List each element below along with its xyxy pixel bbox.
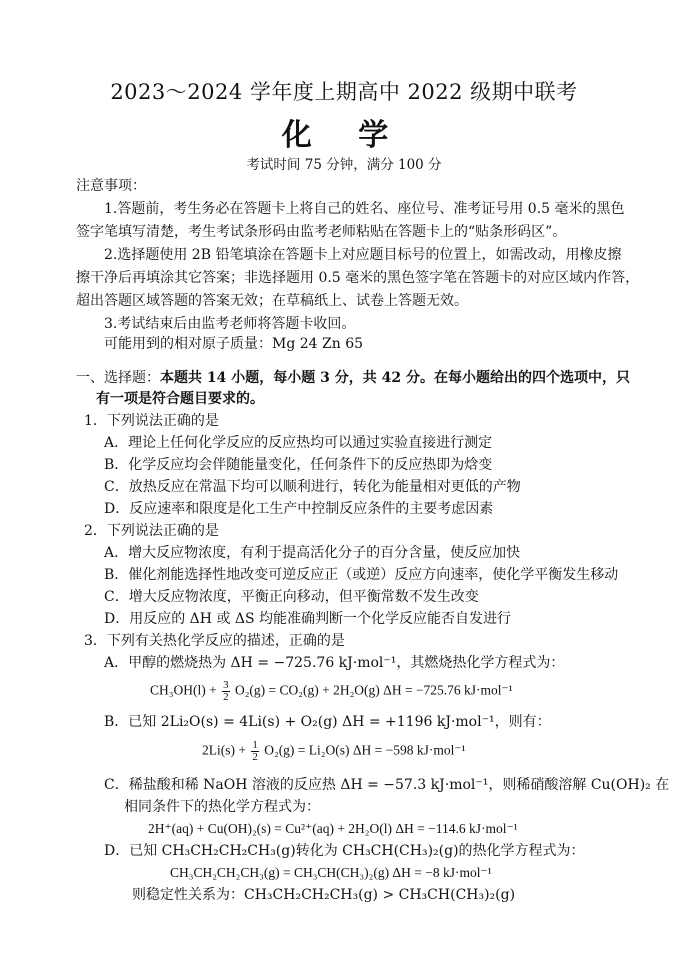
q3-option-c-text-2: 相同条件下的热化学方程式为： [124, 799, 320, 815]
q3-option-a-equation [150, 680, 513, 703]
frac-denominator: 2 [223, 691, 229, 703]
atomic-mass-line: 可能用到的相对原子质量：Mg 24 Zn 65 [104, 336, 364, 352]
q2-option-b: B．催化剂能选择性地改变可逆反应正（或逆）反应方向速率，使化学平衡发生移动 [104, 567, 619, 583]
q2-option-d: D．用反应的 ΔH 或 ΔS 均能准确判断一个化学反应能否自发进行 [104, 611, 512, 627]
fraction-one-half [251, 740, 259, 763]
q3-option-d-equation: CH₃CH₂CH₂CH₃(g) = CH₃CH(CH₃)₂(g) ΔH = −8 kJ·mol⁻¹ [170, 865, 492, 880]
q3-option-d-text: D．已知 CH₃CH₂CH₂CH₃(g)转化为 CH₃CH(CH₃)₂(g)的热化学方程式为： [104, 843, 585, 859]
note-line-3: 2.选择题使用 2B 铅笔填涂在答题卡上对应题目标号的位置上，如需改动，用橡皮擦 [104, 247, 622, 263]
q3-b-eq-right: O₂(g) = Li₂O(s) ΔH = −598 kJ·mol⁻¹ [264, 742, 466, 758]
q3-b-eq-left: 2Li(s) + [202, 742, 246, 758]
section1-line2: 有一项是符合题目要求的。 [96, 391, 264, 407]
q2-stem: 2．下列说法正确的是 [84, 523, 219, 539]
note-line-4: 擦干净后再填涂其它答案；非选择题用 0.5 毫米的黑色签字笔在答题卡的对应区域内作答， [76, 270, 640, 286]
q1-option-c: C．放热反应在常温下均可以顺利进行，转化为能量相对更低的产物 [104, 479, 521, 495]
q3-option-a-text: A．甲醇的燃烧热为 ΔH = −725.76 kJ·mol⁻¹，其燃烧热化学方程式为： [104, 655, 565, 671]
note-line-2: 签字笔填写清楚，考生考试条形码由监考老师粘贴在答题卡上的“贴条形码区”。 [76, 224, 567, 240]
q3-option-d-tail: 则稳定性关系为：CH₃CH₂CH₂CH₃(g) > CH₃CH(CH₃)₂(g) [132, 887, 516, 903]
notes-heading: 注意事项： [76, 178, 146, 194]
section1-prefix: 一、选择题： [76, 370, 160, 386]
frac-numerator: 3 [223, 679, 229, 691]
q3-a-eq-right: O₂(g) = CO₂(g) + 2H₂O(g) ΔH = −725.76 kJ·mol⁻¹ [234, 682, 513, 698]
exam-title: 2023～2024 学年度上期高中 2022 级期中联考 [110, 80, 578, 104]
q3-option-c-text-1: C．稀盐酸和稀 NaOH 溶液的反应热 ΔH = −57.3 kJ·mol⁻¹，则稀硝酸溶解 Cu(OH)₂ 在 [104, 777, 670, 793]
frac-numerator: 1 [252, 739, 258, 751]
q3-option-b-text: B．已知 2Li₂O(s) = 4Li(s) + O₂(g) ΔH = +1196 kJ·mol⁻¹，则有： [104, 714, 551, 730]
exam-time-info: 考试时间 75 分钟，满分 100 分 [246, 157, 442, 173]
q2-option-c: C．增大反应物浓度，平衡正向移动，但平衡常数不发生改变 [104, 589, 479, 605]
q1-option-b: B．化学反应均会伴随能量变化，任何条件下的反应热即为焓变 [104, 457, 493, 473]
q3-option-c-equation: 2H⁺(aq) + Cu(OH)₂(s) = Cu²⁺(aq) + 2H₂O(l) ΔH = −114.6 kJ·mol⁻¹ [148, 821, 518, 836]
q2-option-a: A．增大反应物浓度，有利于提高活化分子的百分含量，使反应加快 [104, 545, 521, 561]
frac-denominator: 2 [252, 751, 258, 763]
note-line-6: 3.考试结束后由监考老师将答题卡收回。 [104, 316, 356, 332]
note-line-5: 超出答题区域答题的答案无效；在草稿纸上、试卷上答题无效。 [76, 293, 468, 309]
section1-instructions: 本题共 14 小题，每小题 3 分，共 42 分。在每小题给出的四个选项中，只 [160, 370, 630, 386]
subject-title: 化 学 [281, 118, 407, 153]
q3-a-eq-left: CH₃OH(l) + [150, 682, 217, 698]
q1-stem: 1．下列说法正确的是 [84, 413, 219, 429]
q3-option-b-equation [202, 740, 466, 763]
q1-option-a: A．理论上任何化学反应的反应热均可以通过实验直接进行测定 [104, 435, 493, 451]
fraction-three-halves [222, 680, 230, 703]
section1-line1 [76, 368, 630, 388]
q1-option-d: D．反应速率和限度是化工生产中控制反应条件的主要考虑因素 [104, 501, 494, 517]
note-line-1: 1.答题前，考生务必在答题卡上将自己的姓名、座位号、准考证号用 0.5 毫米的黑色 [104, 201, 625, 217]
q3-stem: 3．下列有关热化学反应的描述，正确的是 [84, 633, 345, 649]
